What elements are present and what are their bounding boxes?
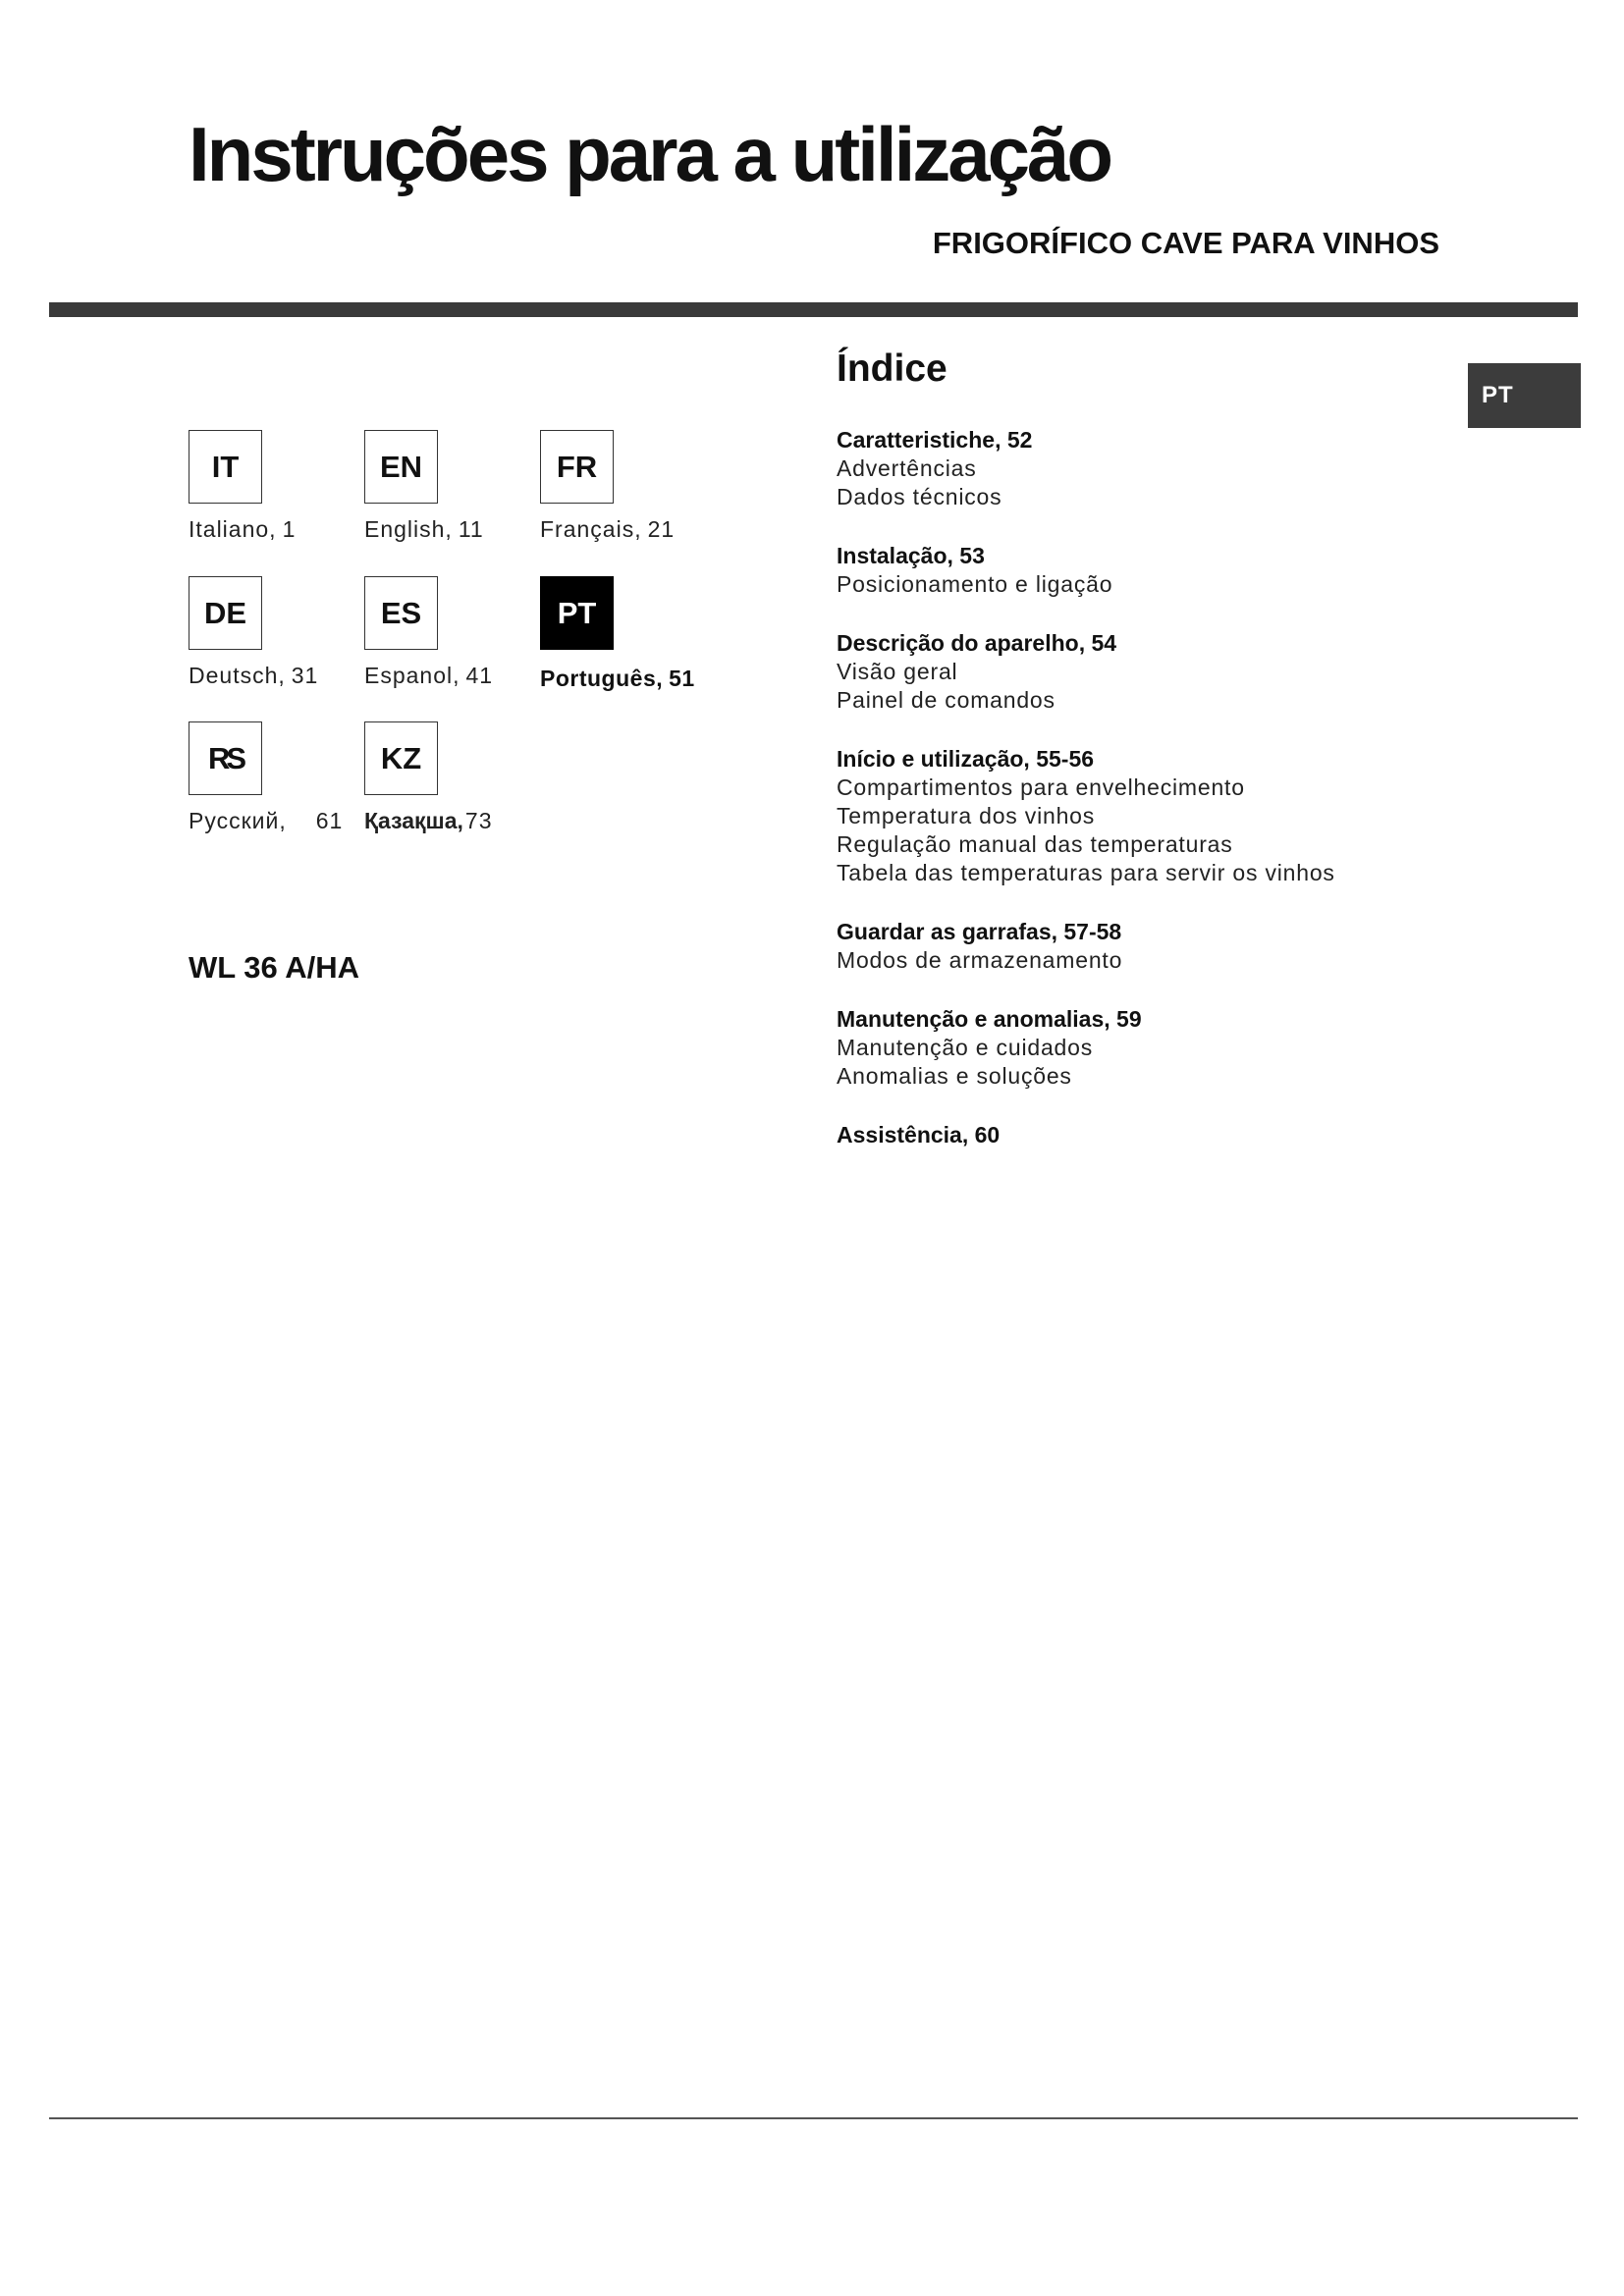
- language-name: English,: [364, 516, 453, 542]
- language-tab: PT: [1468, 363, 1581, 428]
- toc-title: Índice: [837, 347, 947, 390]
- language-page: 51: [669, 666, 695, 691]
- language-label: [540, 666, 695, 692]
- language-item-pt[interactable]: [540, 576, 717, 714]
- toc-item: Regulação manual das temperaturas: [837, 830, 1233, 857]
- language-page: 11: [458, 516, 484, 542]
- language-code-box: ES: [364, 576, 438, 650]
- language-item-rs[interactable]: [189, 721, 365, 859]
- language-page: 21: [647, 516, 676, 542]
- toc-heading[interactable]: Assistência, 60: [837, 1121, 1001, 1148]
- toc-section: [837, 745, 1445, 887]
- language-item-es[interactable]: [364, 576, 541, 714]
- toc-section: [837, 629, 1445, 715]
- toc-item: Painel de comandos: [837, 686, 1056, 713]
- toc-item: Modos de armazenamento: [837, 946, 1123, 973]
- language-label: [364, 808, 493, 834]
- toc-item: Tabela das temperaturas para servir os vinhos: [837, 859, 1335, 885]
- toc-item: Posicionamento e ligação: [837, 570, 1113, 597]
- language-name: Italiano,: [189, 516, 277, 542]
- toc-item: Anomalias e soluções: [837, 1062, 1072, 1089]
- language-page: 41: [465, 663, 494, 688]
- toc-section: [837, 1121, 1445, 1149]
- language-grid: [189, 430, 738, 862]
- toc-heading[interactable]: Início e utilização, 55-56: [837, 745, 1095, 772]
- language-name: Deutsch,: [189, 663, 286, 688]
- language-code-box-selected: PT: [540, 576, 614, 650]
- language-label: [189, 663, 318, 689]
- language-code-box: DE: [189, 576, 262, 650]
- language-label: [189, 516, 296, 543]
- language-item-fr[interactable]: [540, 430, 717, 567]
- language-page: 73: [464, 808, 493, 833]
- language-item-kz[interactable]: [364, 721, 541, 859]
- language-name: Français,: [540, 516, 642, 542]
- language-item-de[interactable]: [189, 576, 365, 714]
- toc-item: Compartimentos para envelhecimento: [837, 774, 1245, 800]
- language-page: 1: [282, 516, 297, 542]
- toc-section: [837, 426, 1445, 511]
- language-label: [189, 808, 343, 834]
- toc-section: [837, 542, 1445, 599]
- model-number: WL 36 A/HA: [189, 950, 359, 985]
- language-item-it[interactable]: [189, 430, 365, 567]
- toc-item: Dados técnicos: [837, 483, 1002, 509]
- language-name: Espanol,: [364, 663, 460, 688]
- language-code-box: EN: [364, 430, 438, 504]
- table-of-contents: [837, 347, 1445, 1180]
- toc-item: Advertências: [837, 454, 977, 481]
- language-label: [540, 516, 675, 543]
- toc-item: Temperatura dos vinhos: [837, 802, 1096, 828]
- footer-rule: [49, 2117, 1578, 2119]
- language-name: Русский,: [189, 808, 287, 833]
- language-label: [364, 516, 484, 543]
- toc-section: [837, 1005, 1445, 1091]
- language-label: [364, 663, 493, 689]
- language-name: Қазақша,: [364, 808, 463, 833]
- toc-heading[interactable]: Manutenção e anomalias, 59: [837, 1005, 1142, 1032]
- toc-heading[interactable]: Caratteristiche, 52: [837, 426, 1033, 453]
- language-item-en[interactable]: [364, 430, 541, 567]
- language-code-box: KZ: [364, 721, 438, 795]
- toc-heading[interactable]: Instalação, 53: [837, 542, 985, 568]
- toc-item: Manutenção e cuidados: [837, 1034, 1094, 1060]
- toc-section: [837, 918, 1445, 975]
- page-title: Instruções para a utilização: [189, 111, 1111, 197]
- language-code-box: RS: [189, 721, 262, 795]
- toc-heading[interactable]: Guardar as garrafas, 57-58: [837, 918, 1122, 944]
- toc-item: Visão geral: [837, 658, 958, 684]
- header-rule: [49, 302, 1578, 317]
- toc-heading[interactable]: Descrição do aparelho, 54: [837, 629, 1117, 656]
- language-page: 31: [291, 663, 319, 688]
- language-code-box: FR: [540, 430, 614, 504]
- language-code-box: IT: [189, 430, 262, 504]
- language-page: 61: [315, 808, 344, 833]
- product-subtitle: FRIGORÍFICO CAVE PARA VINHOS: [932, 226, 1439, 260]
- language-name: Português,: [540, 666, 664, 691]
